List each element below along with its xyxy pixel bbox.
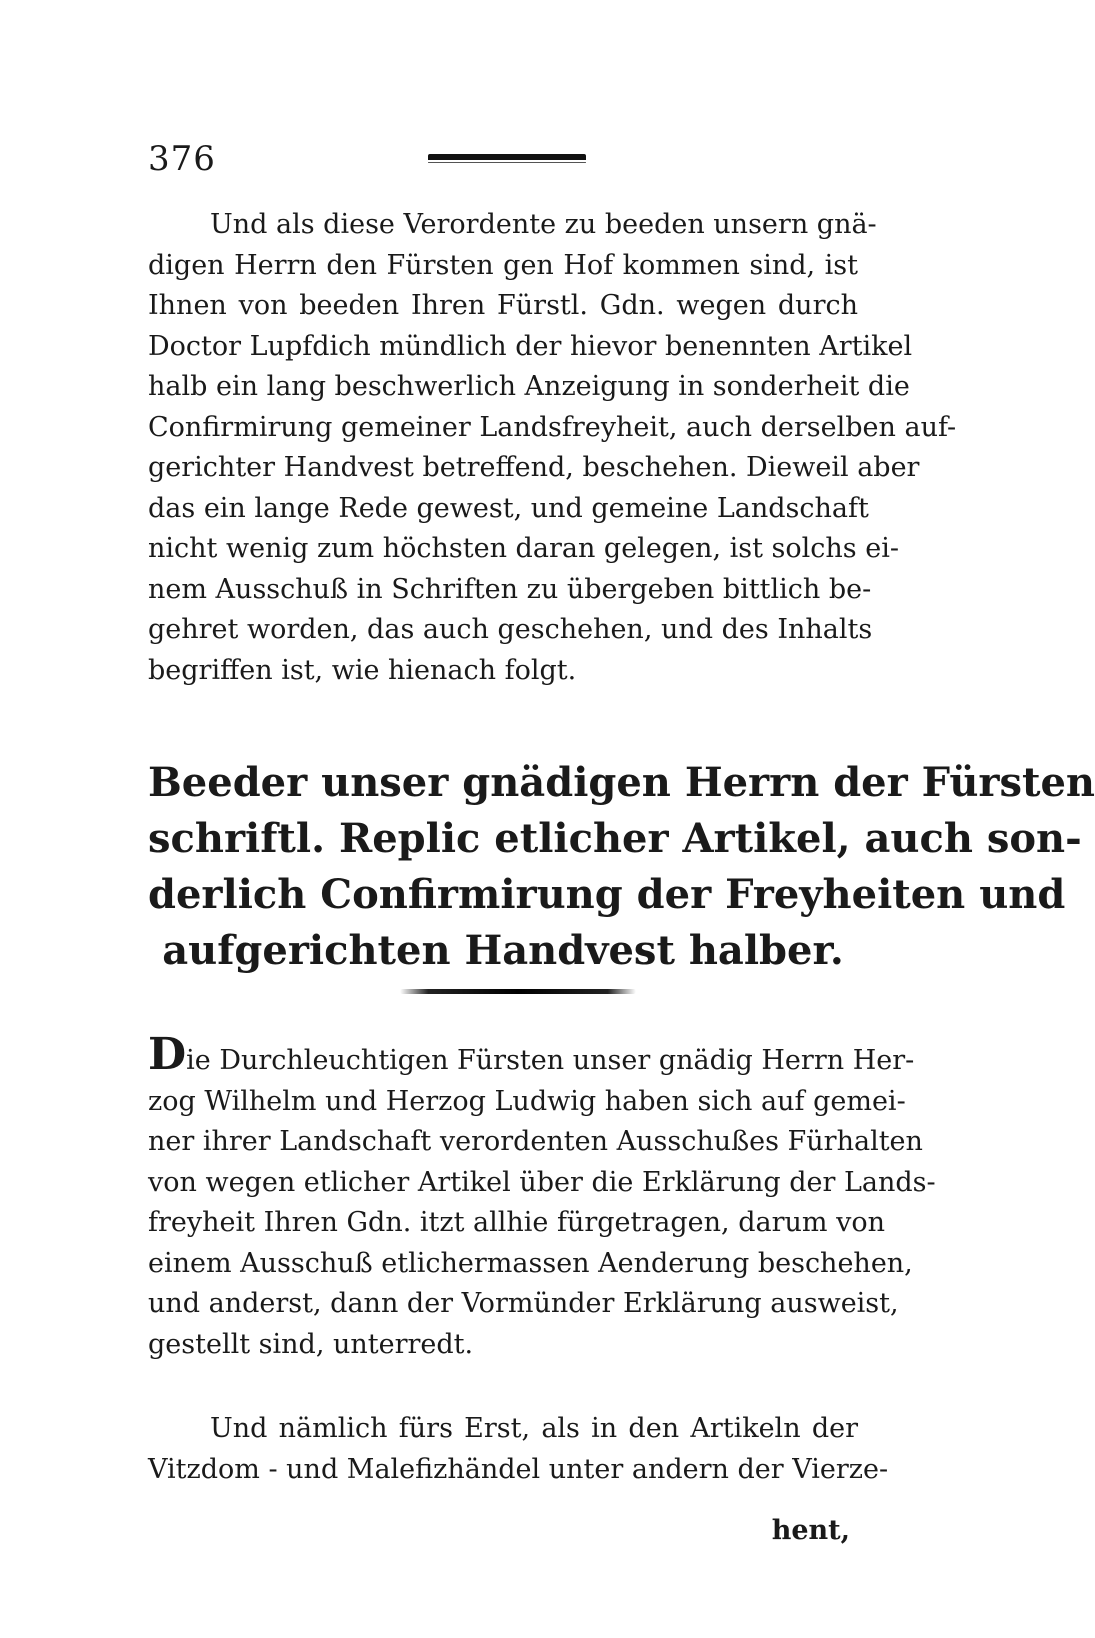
text-line: Und nämlich fürs Erst, als in den Artikeln der [210, 1413, 858, 1444]
drop-cap: D [148, 1029, 187, 1080]
text-line: Doctor Lupfdich mündlich der hievor benennten Artikel [148, 330, 913, 362]
text-line: Und als diese Verordente zu beeden unsern gnä- [210, 209, 877, 240]
text-line: nicht wenig zum höchsten daran gelegen, ist solchs ei- [148, 533, 899, 564]
heading-line: Beeder unser gnädigen Herrn der Fürsten [148, 759, 1095, 806]
section-divider-rule [400, 989, 636, 994]
text-line: Confirmirung gemeiner Landsfreyheit, auch derselben auf- [148, 411, 957, 443]
text-line: freyheit Ihren Gdn. itzt allhie fürgetragen, darum von [148, 1207, 885, 1238]
header-ornament-rule [428, 154, 586, 164]
paragraph-intro [148, 205, 957, 691]
heading-line: schriftl. Replic etlicher Artikel, auch son- [148, 815, 1082, 862]
page-number: 376 [148, 139, 216, 179]
text-line: gerichter Handvest betreffend, beschehen. Dieweil aber [148, 452, 920, 483]
text-line: ner ihrer Landschaft verordenten Ausschußes Fürhalten [148, 1126, 923, 1157]
catchword: hent, [771, 1515, 850, 1546]
text-line: digen Herrn den Fürsten gen Hof kommen sind, ist [148, 249, 858, 281]
heading-line: aufgerichten Handvest halber. [162, 927, 844, 974]
text-line: gehret worden, das auch geschehen, und des Inhalts [148, 614, 873, 645]
text-line: einem Ausschuß etlichermassen Aenderung beschehen, [148, 1247, 913, 1279]
text-line: von wegen etlicher Artikel über die Erklärung der Lands- [148, 1166, 936, 1198]
text-line: zog Wilhelm und Herzog Ludwig haben sich auf gemei- [148, 1085, 906, 1117]
text-line: nem Ausschuß in Schriften zu übergeben bittlich be- [148, 573, 872, 605]
text-line: begriffen ist, wie hienach folgt. [148, 654, 577, 686]
text-line: und anderst, dann der Vormünder Erklärung ausweist, [148, 1288, 899, 1319]
section-heading [148, 755, 1095, 979]
text-line: gestellt sind, unterredt. [148, 1328, 474, 1360]
text-line: Ihnen von beeden Ihren Fürstl. Gdn. wegen durch [148, 290, 858, 321]
paragraph-first-point [148, 1409, 889, 1490]
heading-line: derlich Confirmirung der Freyheiten und [148, 871, 1066, 918]
paragraph-reply [148, 1029, 936, 1365]
text-line-rest: ie Durchleuchtigen Fürsten unser gnädig Herrn Her- [186, 1045, 915, 1076]
text-line: halb ein lang beschwerlich Anzeigung in sonderheit die [148, 371, 910, 402]
text-line-first [148, 1029, 915, 1082]
text-line: das ein lange Rede gewest, und gemeine Landschaft [148, 492, 869, 524]
text-line: Vitzdom - und Malefizhändel unter andern der Vierze- [148, 1453, 889, 1485]
